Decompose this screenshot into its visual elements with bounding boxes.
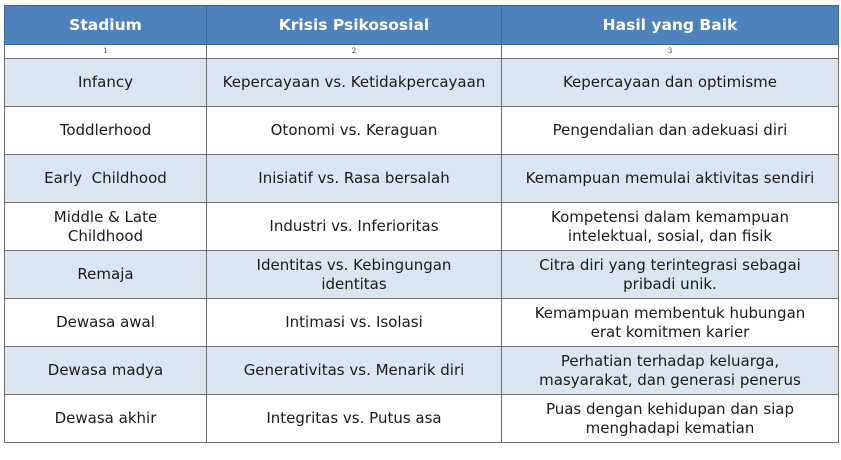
outcome-cell: Puas dengan kehidupan dan siap menghadapi kematian <box>502 395 839 443</box>
table-row <box>5 251 839 299</box>
crisis-cell: Industri vs. Inferioritas <box>207 203 502 251</box>
stage-cell: Early Childhood <box>5 155 207 203</box>
table-header-row <box>5 6 839 45</box>
table-row <box>5 299 839 347</box>
table-row <box>5 59 839 107</box>
outcome-cell: Kepercayaan dan optimisme <box>502 59 839 107</box>
header-stadium: Stadium <box>5 6 207 45</box>
stage-cell: Remaja <box>5 251 207 299</box>
outcome-cell: Kemampuan memulai aktivitas sendiri <box>502 155 839 203</box>
table-row <box>5 395 839 443</box>
outcome-cell: Citra diri yang terintegrasi sebagai pribadi unik. <box>502 251 839 299</box>
crisis-cell: Intimasi vs. Isolasi <box>207 299 502 347</box>
stage-cell: Toddlerhood <box>5 107 207 155</box>
psychosocial-stages-table <box>4 5 839 443</box>
outcome-cell: Pengendalian dan adekuasi diri <box>502 107 839 155</box>
table-row <box>5 203 839 251</box>
crisis-cell: Kepercayaan vs. Ketidakpercayaan <box>207 59 502 107</box>
header-krisis-psikososial: Krisis Psikososial <box>207 6 502 45</box>
outcome-cell: Kemampuan membentuk hubungan erat komitmen karier <box>502 299 839 347</box>
stage-cell: Dewasa awal <box>5 299 207 347</box>
column-number: 1 <box>5 45 207 59</box>
table-container <box>4 5 838 443</box>
table-row <box>5 155 839 203</box>
table-row <box>5 347 839 395</box>
outcome-cell: Kompetensi dalam kemampuan intelektual, sosial, dan fisik <box>502 203 839 251</box>
column-number: 3 <box>502 45 839 59</box>
stage-cell: Middle & Late Childhood <box>5 203 207 251</box>
stage-cell: Infancy <box>5 59 207 107</box>
crisis-cell: Inisiatif vs. Rasa bersalah <box>207 155 502 203</box>
crisis-cell: Identitas vs. Kebingungan identitas <box>207 251 502 299</box>
crisis-cell: Integritas vs. Putus asa <box>207 395 502 443</box>
crisis-cell: Otonomi vs. Keraguan <box>207 107 502 155</box>
stage-cell: Dewasa madya <box>5 347 207 395</box>
column-number: 2 <box>207 45 502 59</box>
outcome-cell: Perhatian terhadap keluarga, masyarakat, dan generasi penerus <box>502 347 839 395</box>
crisis-cell: Generativitas vs. Menarik diri <box>207 347 502 395</box>
stage-cell: Dewasa akhir <box>5 395 207 443</box>
table-row <box>5 107 839 155</box>
column-number-row <box>5 45 839 59</box>
header-hasil-yang-baik: Hasil yang Baik <box>502 6 839 45</box>
